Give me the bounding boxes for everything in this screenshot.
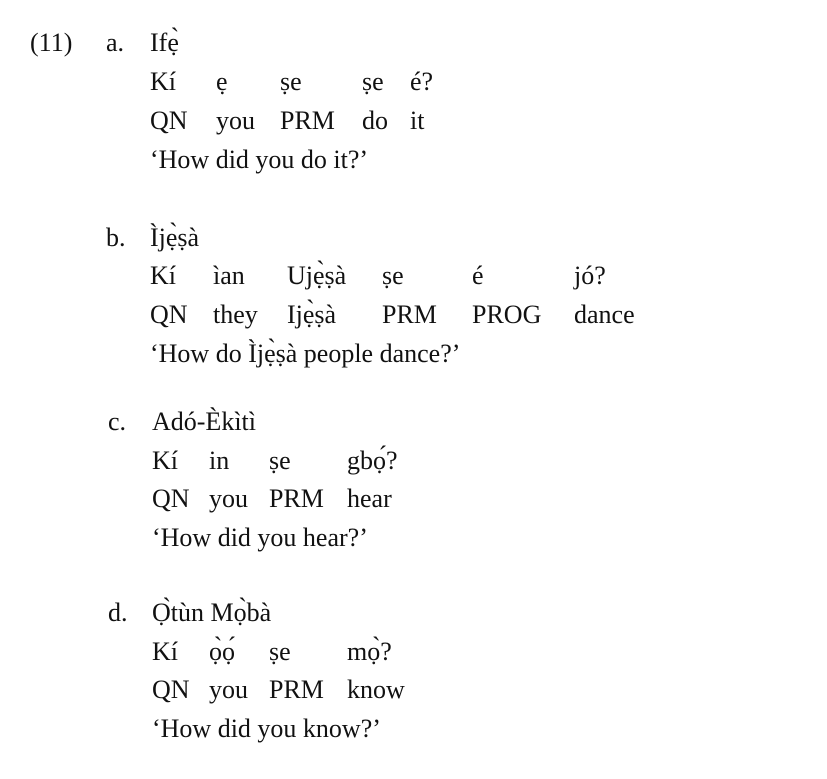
example-letter: a. [106,28,125,57]
word: é [472,261,484,290]
word: ẹ [216,67,228,96]
gloss-word: PROG [472,300,542,329]
word: Ujẹ̀ṣà [287,261,347,290]
word: ọ̀ọ́ [209,637,235,666]
gloss-word: you [216,106,255,135]
gloss-word: QN [150,106,188,135]
example-letter: c. [108,407,127,436]
translation: ‘How did you know?’ [152,714,381,743]
gloss-word: you [209,484,248,513]
gloss-word: PRM [269,675,324,704]
gloss-word: PRM [269,484,324,513]
word: mọ̀? [347,637,392,666]
example-letter: d. [108,598,128,627]
word: in [209,446,230,475]
language-name: Adó-Èkìtì [152,407,256,436]
example-letter: b. [106,223,126,252]
word: ṣe [362,67,384,96]
gloss-word: PRM [280,106,335,135]
gloss-word: you [209,675,248,704]
gloss-word: do [362,106,388,135]
word: é? [410,67,434,96]
gloss-word: Ijẹ̀ṣà [287,300,337,329]
gloss-word: QN [152,675,190,704]
word: ṣe [280,67,302,96]
word: ṣe [382,261,404,290]
language-name: Ìjẹ̀ṣà [150,223,200,252]
word: ìan [213,261,245,290]
word: ṣe [269,637,291,666]
gloss-word: know [347,675,405,704]
gloss-word: QN [150,300,188,329]
word: gbọ́? [347,446,398,475]
word: ṣe [269,446,291,475]
language-name: Ifẹ̀ [150,28,179,57]
word: Kí [150,261,176,290]
gloss-word: hear [347,484,392,513]
translation: ‘How do Ìjẹ̀ṣà people dance?’ [150,339,461,368]
translation: ‘How did you hear?’ [152,523,368,552]
language-name: Ọ̀tùn Mọ̀bà [152,598,272,627]
word: Kí [152,637,178,666]
gloss-word: QN [152,484,190,513]
translation: ‘How did you do it?’ [150,145,369,174]
word: Kí [150,67,176,96]
gloss-word: they [213,300,258,329]
word: Kí [152,446,178,475]
gloss-word: it [410,106,425,135]
gloss-word: dance [574,300,635,329]
gloss-word: PRM [382,300,437,329]
example-number: (11) [30,28,73,57]
word: jó? [574,261,606,290]
